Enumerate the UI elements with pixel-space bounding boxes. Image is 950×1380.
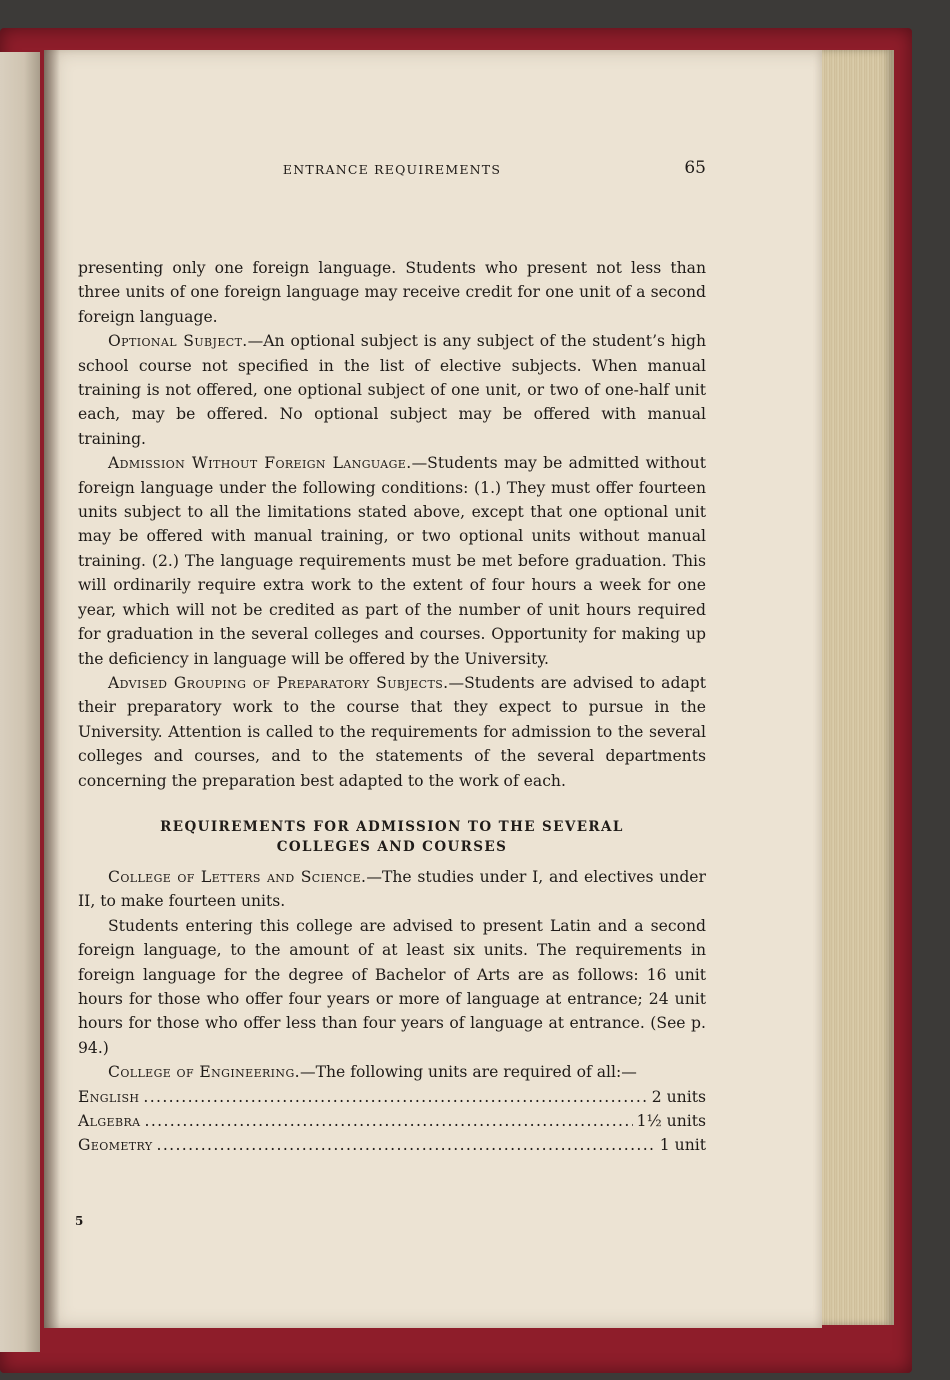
paragraph-text: —Students are advised to adapt their preparatory work to the course that they expect to pursue in the University. Attention is called to the requirements for admission to the several colleges and courses, and to the statements of the several departments concerning the preparation best adapted to the work of each. <box>78 673 707 790</box>
paragraph-text: —An optional subject is any subject of the student’s high school course not specified in the list of elective subjects. When manual training is not offered, one optional subject of one unit, or two of one-half unit each, may be offered. No optional subject may be offered with manual training. <box>78 332 707 448</box>
unit-amount: 1½ units <box>636 1111 706 1130</box>
paragraph-optional-subject <box>78 329 706 451</box>
paragraph-advised-grouping <box>78 671 706 793</box>
run-in-heading: Admission Without Foreign Language. <box>108 454 412 473</box>
unit-row <box>78 1085 706 1109</box>
section-heading <box>78 815 706 859</box>
section-heading-line: COLLEGES AND COURSES <box>276 838 508 855</box>
units-list <box>78 1085 706 1158</box>
unit-subject: Geometry <box>78 1136 153 1155</box>
section-heading-line: REQUIREMENTS FOR ADMISSION TO THE SEVERAL <box>160 818 624 835</box>
paragraph-admission-without-language <box>78 451 706 671</box>
gutter-shadow <box>44 50 60 1328</box>
paragraph-engineering <box>78 1060 706 1084</box>
unit-row <box>78 1109 706 1133</box>
run-in-heading: Advised Grouping of Preparatory Subjects. <box>108 673 449 692</box>
dot-leader <box>143 1085 647 1109</box>
paragraph-letters-science <box>78 865 706 914</box>
signature-mark: 5 <box>75 1214 84 1228</box>
page-stack-edge <box>820 50 894 1325</box>
dot-leader <box>157 1133 656 1157</box>
unit-amount: 2 units <box>651 1087 706 1106</box>
book-page <box>44 50 822 1328</box>
paragraph-text: —Students may be admitted without foreign language under the following conditions: (1.) They must offer fourteen units subject to all the limitations stated above, except that one optional unit may be offered with manual training, or two optional units without manual training. (2.) The language requirements must be met before graduation. This will ordinarily require extra work to the extent of four hours a week for one year, which will not be credited as part of the number of unit hours required for graduation in the several colleges and courses. Opportunity for making up the deficiency in language will be offered by the University. <box>78 454 706 668</box>
unit-subject: Algebra <box>78 1111 141 1130</box>
unit-row <box>78 1133 706 1157</box>
paragraph-foreign-language: Students entering this college are advised to present Latin and a second foreign language, to the amount of at least six units. The requirements in foreign language for the degree of Bachelor of Arts are as follows: 16 unit hours for those who offer four years or more of language at entrance; 24 unit hours for those who offer less than four years of language at entrance. (See p. 94.) <box>78 916 706 1057</box>
previous-page-edge <box>0 52 40 1352</box>
paragraph-text: —The following units are required of all:— <box>300 1063 637 1082</box>
page-header <box>78 158 706 184</box>
unit-subject: English <box>78 1087 140 1106</box>
paragraph-continuation: presenting only one foreign language. Students who present not less than three units of one foreign language may receive credit for one unit of a second foreign language. <box>78 259 706 326</box>
unit-amount: 1 unit <box>659 1136 706 1155</box>
running-head: ENTRANCE REQUIREMENTS <box>282 162 502 177</box>
run-in-heading: College of Letters and Science. <box>108 867 367 886</box>
dot-leader <box>145 1109 633 1133</box>
run-in-heading: College of Engineering. <box>108 1063 300 1082</box>
page-body <box>78 256 706 1158</box>
run-in-heading: Optional Subject. <box>108 332 248 351</box>
page-number: 65 <box>684 158 706 178</box>
paragraph-text: —The studies under I, and electives under II, to make fourteen units. <box>78 867 706 911</box>
